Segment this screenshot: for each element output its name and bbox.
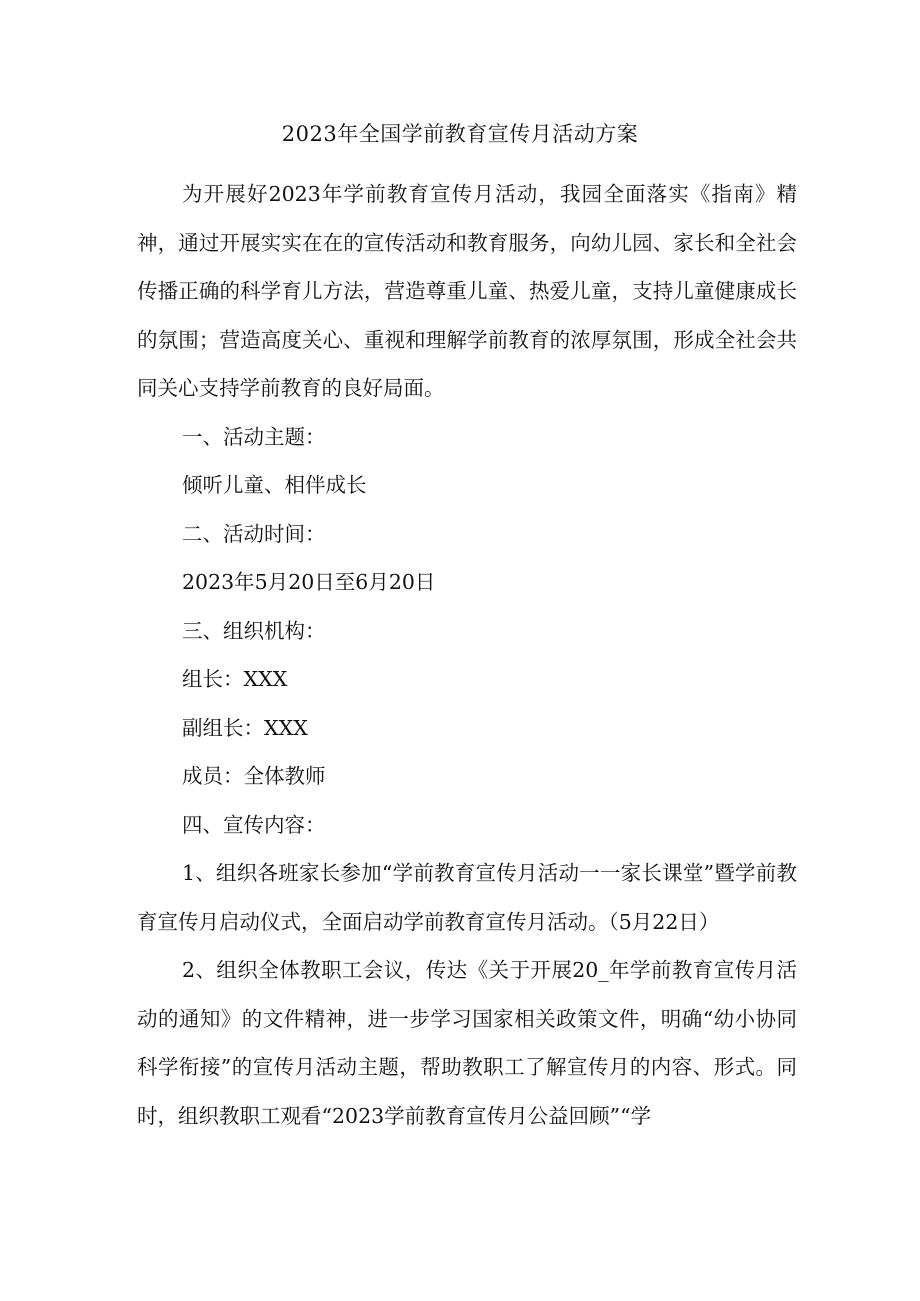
section-heading-time: 二、活动时间： xyxy=(182,521,326,546)
org-leader: 组长：XXX xyxy=(182,667,288,691)
document-body xyxy=(137,170,797,1140)
section-heading-theme: 一、活动主题： xyxy=(182,424,326,449)
section-content-time: 2023年5月20日至6月20日 xyxy=(182,570,436,594)
content-item-2: 2、组织全体教职工会议，传达《关于开展20_年学前教育宣传月活动的通知》的文件精神，进一步学习国家相关政策文件，明确“幼小协同科学衔接”的宣传月活动主题，帮助教职工了解宣传月的内容、形式。同时，组织教职工观看“2023学前教育宣传月公益回顾”“学 xyxy=(137,958,797,1128)
document-title: 2023年全国学前教育宣传月活动方案 xyxy=(281,122,639,146)
section-content-theme: 倾听儿童、相伴成长 xyxy=(182,473,367,497)
org-members: 成员：全体教师 xyxy=(182,764,326,788)
section-heading-content: 四、宣传内容： xyxy=(182,812,326,837)
org-deputy-leader: 副组长：XXX xyxy=(182,715,308,740)
section-heading-organization: 三、组织机构： xyxy=(182,618,326,643)
intro-paragraph: 为开展好2023年学前教育宣传月活动，我园全面落实《指南》精神，通过开展实实在在的宣传活动和教育服务，向幼儿园、家长和全社会传播正确的科学育儿方法，营造尊重儿童、热爱儿童，支持儿童健康成长的氛围；营造高度关心、重视和理解学前教育的浓厚氛围，形成全社会共同关心支持学前教育的良好局面。 xyxy=(137,182,797,400)
content-item-1: 1、组织各班家长参加“学前教育宣传月活动一一家长课堂”暨学前教育宣传月启动仪式，全面启动学前教育宣传月活动。（5月22日） xyxy=(137,861,797,934)
